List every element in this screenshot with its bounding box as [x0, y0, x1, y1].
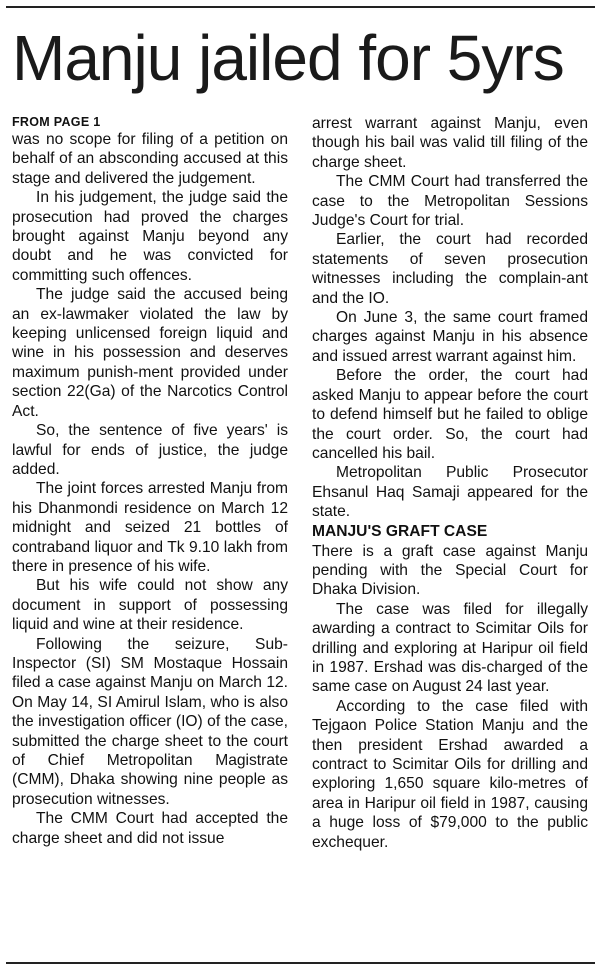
- paragraph: The CMM Court had transferred the case to the Metropolitan Sessions Judge's Court for trial.: [312, 173, 588, 230]
- paragraph: was no scope for filing of a petition on behalf of an absconding accused at this stage and delivered the judgement.: [12, 131, 288, 187]
- paragraph: So, the sentence of five years' is lawful for ends of justice, the judge added.: [12, 422, 288, 478]
- paragraph: Earlier, the court had recorded statements of seven prosecution witnesses including the complain-ant and the IO.: [312, 231, 588, 307]
- paragraph: But his wife could not show any document in support of possessing liquid and wine at their residence.: [12, 577, 288, 634]
- paragraph: Before the order, the court had asked Manju to appear before the court to defend himself but he failed to oblige the court order. So, the court had cancelled his bail.: [312, 367, 588, 462]
- section-subhead: MANJU'S GRAFT CASE: [312, 522, 488, 540]
- paragraph: On June 3, the same court framed charges against Manju in his absence and issued arrest warrant against him.: [312, 309, 588, 365]
- paragraph: Following the seizure, Sub-Inspector (SI) SM Mostaque Hossain filed a case against Manju on March 12. On May 14, SI Amirul Islam, who is also the investigation officer (IO) of the case, submitted the charge sheet to the court of Chief Metropolitan Magistrate (CMM), Dhaka showing nine people as prosecution witnesses.: [12, 635, 288, 808]
- paragraph: According to the case filed with Tejgaon Police Station Manju and the then president Ershad awarded a contract to Scimitar Oils for drilling and exploring 1,650 square kilo-metres of area in Haripur oil field in 1987, causing a huge loss of $79,000 to the public exchequer.: [312, 697, 588, 851]
- headline: Manju jailed for 5yrs: [12, 22, 564, 94]
- article-column-right: [312, 114, 588, 852]
- paragraph: arrest warrant against Manju, even though his bail was valid till filing of the charge sheet.: [312, 115, 588, 171]
- paragraph: There is a graft case against Manju pending with the Special Court for Dhaka Division.: [312, 542, 588, 599]
- page-reference-kicker: FROM PAGE 1: [12, 115, 101, 129]
- article-column-left: [12, 114, 288, 848]
- paragraph: Metropolitan Public Prosecutor Ehsanul Haq Samaji appeared for the state.: [312, 464, 588, 521]
- paragraph: The CMM Court had accepted the charge sheet and did not issue: [12, 810, 288, 847]
- bottom-rule: [6, 962, 595, 964]
- paragraph: The joint forces arrested Manju from his Dhanmondi residence on March 12 midnight and seized 21 bottles of contraband liquor and Tk 9.10 lakh from there in presence of his wife.: [12, 480, 288, 575]
- paragraph: The case was filed for illegally awarding a contract to Scimitar Oils for drilling and exploring at Haripur oil field in 1987. Ershad was dis-charged of the same case on August 24 last year.: [312, 600, 588, 696]
- paragraph: The judge said the accused being an ex-lawmaker violated the law by keeping unlicensed foreign liquid and wine in his possession and deserves maximum punish-ment provided under section 22(Ga) of the Narcotics Control Act.: [12, 286, 288, 420]
- top-rule: [6, 6, 595, 8]
- paragraph: In his judgement, the judge said the prosecution had proved the charges brought against Manju beyond any doubt and he was convicted for committing such offences.: [12, 189, 288, 284]
